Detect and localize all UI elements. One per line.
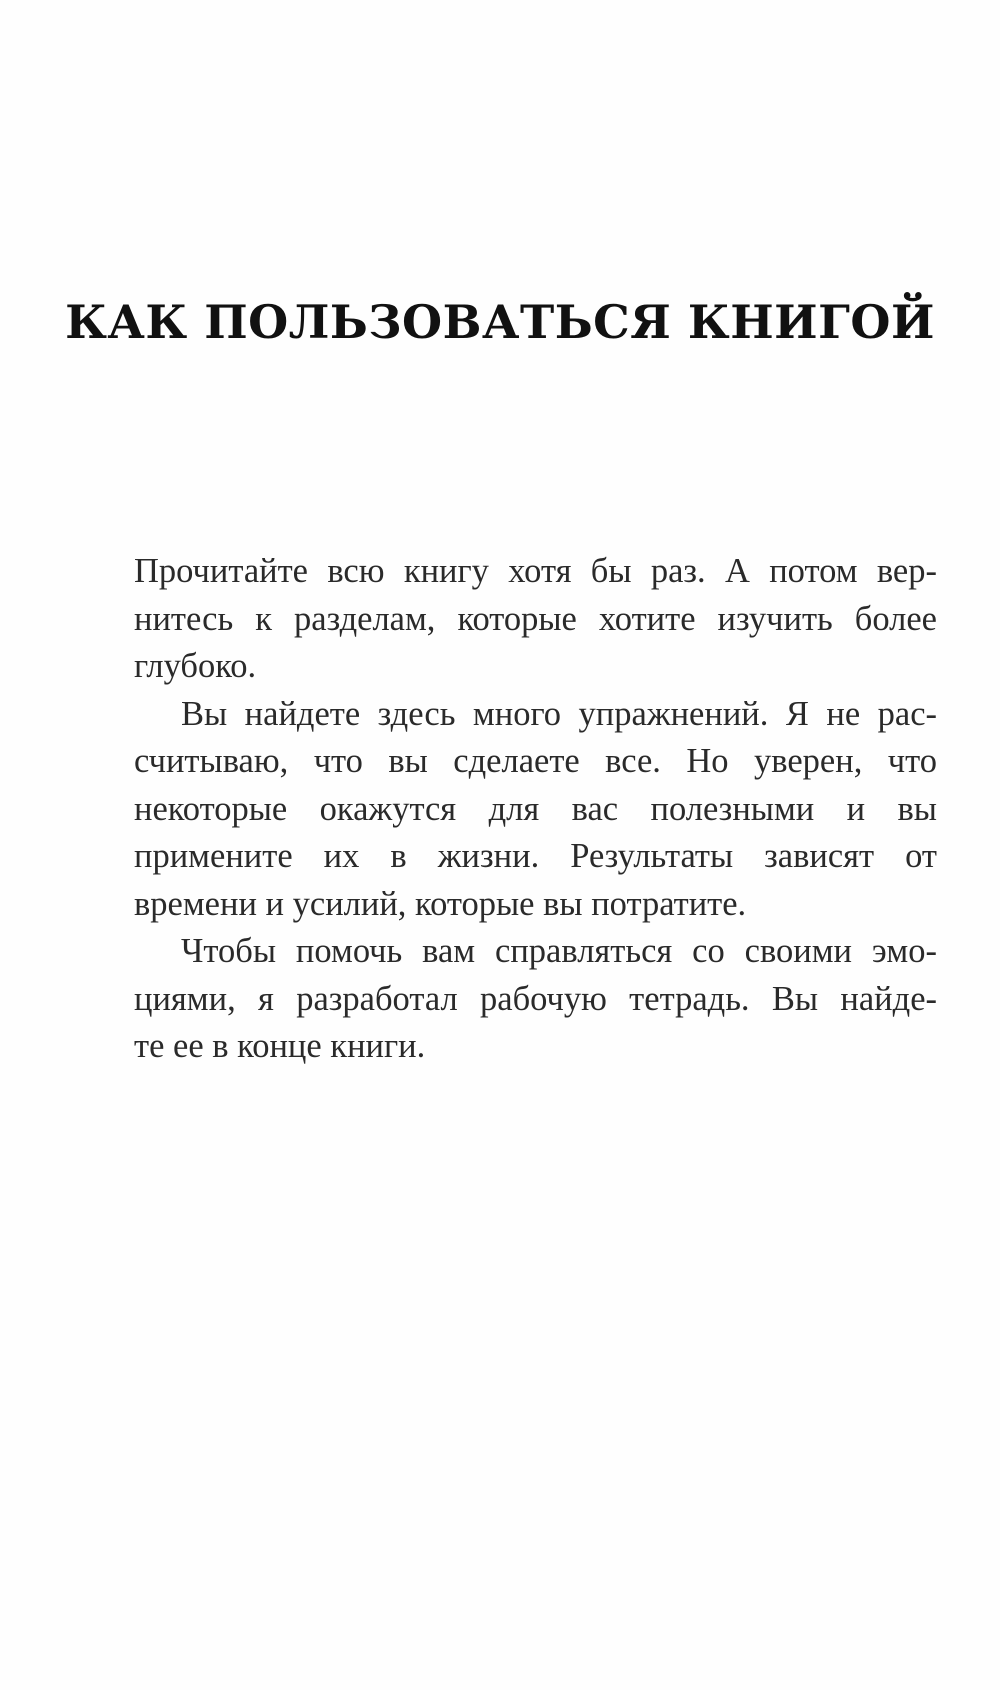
text-line: глубоко. [134, 647, 257, 685]
text-line: Прочитайте всю книгу хотя бы раз. А потом вер- [134, 552, 937, 590]
text-line: примените их в жизни. Результаты зависят от [134, 837, 937, 875]
text-line: некоторые окажутся для вас полезными и вы [134, 789, 937, 828]
text-line: нитесь к разделам, которые хотите изучить более [134, 599, 937, 638]
paragraph-1 [134, 548, 937, 691]
text-line: циями, я разработал рабочую тетрадь. Вы найде- [134, 979, 937, 1018]
text-line: Чтобы помочь вам справляться со своими эмо- [181, 932, 937, 970]
text-line: те ее в конце книги. [134, 1027, 426, 1065]
text-line: Вы найдете здесь много упражнений. Я не рас- [181, 694, 937, 733]
text-line: считываю, что вы сделаете все. Но уверен, что [134, 742, 937, 780]
chapter-title: КАК ПОЛЬЗОВАТЬСЯ КНИГОЙ [65, 295, 935, 349]
text-line: времени и усилий, которые вы потратите. [134, 884, 747, 923]
chapter-body [134, 548, 937, 1071]
paragraph-3 [134, 928, 937, 1071]
paragraph-2 [134, 691, 937, 929]
